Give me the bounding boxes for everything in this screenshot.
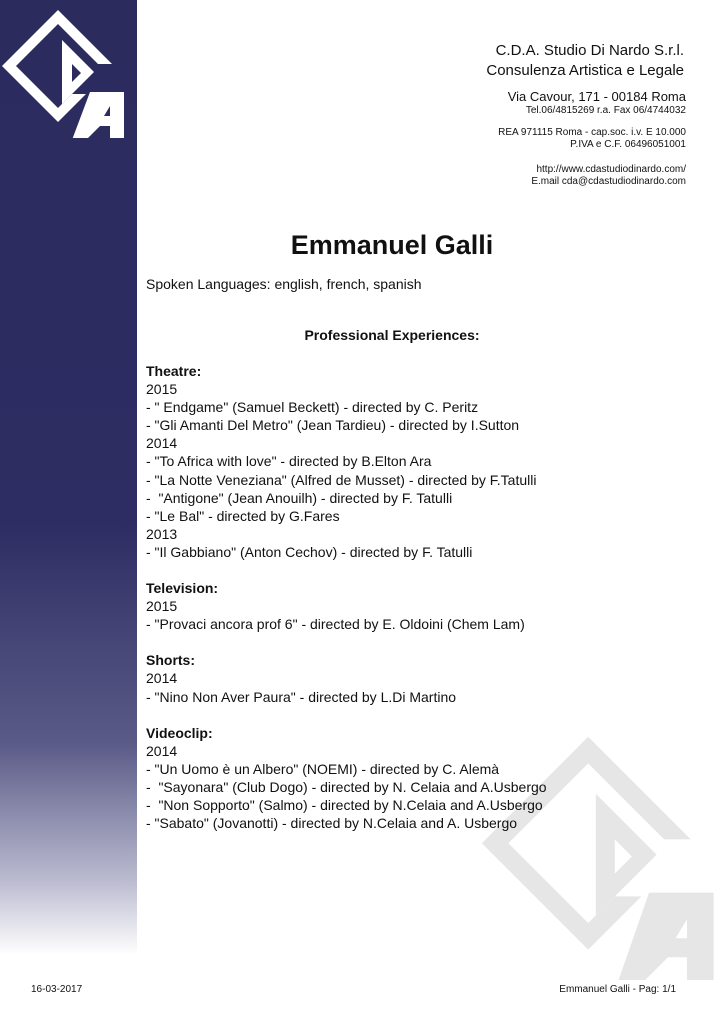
year-label: 2014 <box>146 670 178 687</box>
experience-item: - "Antigone" (Jean Anouilh) - directed by F. Tatulli <box>146 489 453 506</box>
year-label: 2014 <box>146 435 178 452</box>
company-header <box>486 41 686 188</box>
experience-item: - "Gli Amanti Del Metro" (Jean Tardieu) - directed by I.Sutton <box>146 417 520 434</box>
year-label: 2014 <box>146 742 178 759</box>
company-address: Via Cavour, 171 - 00184 Roma <box>507 89 686 104</box>
cda-logo-icon <box>0 8 130 138</box>
section-title: Videoclip: <box>146 724 213 741</box>
company-subtitle: Consulenza Artistica e Legale <box>486 62 684 79</box>
experience-item: - "Il Gabbiano" (Anton Cechov) - directed by F. Tatulli <box>146 543 473 560</box>
year-label: 2015 <box>146 598 178 615</box>
experience-item: - " Endgame" (Samuel Beckett) - directed by C. Peritz <box>146 399 479 416</box>
experience-item: - "Provaci ancora prof 6" - directed by E. Oldoini (Chem Lam) <box>146 616 525 633</box>
section-title: Theatre: <box>146 363 202 379</box>
footer-page-info: Emmanuel Galli - Pag: 1/1 <box>559 984 676 995</box>
year-label: 2015 <box>146 381 178 398</box>
experience-item: - "Sayonara" (Club Dogo) - directed by N. Celaia and A.Usbergo <box>146 778 547 795</box>
footer-date: 16-03-2017 <box>31 984 83 995</box>
experience-item: - "Sabato" (Jovanotti) - directed by N.Celaia and A. Usbergo <box>146 815 518 832</box>
sidebar-band <box>0 0 137 955</box>
experience-section <box>146 362 547 561</box>
year-label: 2013 <box>146 525 178 542</box>
experience-item: - "Un Uomo è un Albero" (NOEMI) - directed by C. Alemà <box>146 760 500 777</box>
experience-section <box>146 651 547 705</box>
company-vat: P.IVA e C.F. 06496051001 <box>570 139 686 150</box>
experience-section <box>146 724 547 833</box>
experience-section <box>146 579 547 633</box>
experience-item: - "Nino Non Aver Paura" - directed by L.Di Martino <box>146 688 457 705</box>
section-title: Television: <box>146 580 219 597</box>
person-name: Emmanuel Galli <box>290 230 494 260</box>
section-title: Shorts: <box>146 652 195 669</box>
experiences-heading: Professional Experiences: <box>304 327 480 343</box>
experience-item: - "To Africa with love" - directed by B.Elton Ara <box>146 453 432 470</box>
company-email-link[interactable]: E.mail cda@cdastudiodinardo.com <box>531 176 686 187</box>
spoken-languages: Spoken Languages: english, french, spanish <box>146 276 422 292</box>
experiences-list <box>146 362 547 850</box>
company-phone: Tel.06/4815269 r.a. Fax 06/4744032 <box>525 105 686 116</box>
experience-item: - "La Notte Veneziana" (Alfred de Musset) - directed by F.Tatulli <box>146 471 537 488</box>
company-rea: REA 971115 Roma - cap.soc. i.v. E 10.000 <box>498 127 686 138</box>
company-website-link[interactable]: http://www.cdastudiodinardo.com/ <box>536 164 686 175</box>
experience-item: - "Non Sopporto" (Salmo) - directed by N.Celaia and A.Usbergo <box>146 796 543 813</box>
experience-item: - "Le Bal" - directed by G.Fares <box>146 507 340 524</box>
company-name: C.D.A. Studio Di Nardo S.r.l. <box>495 42 684 59</box>
